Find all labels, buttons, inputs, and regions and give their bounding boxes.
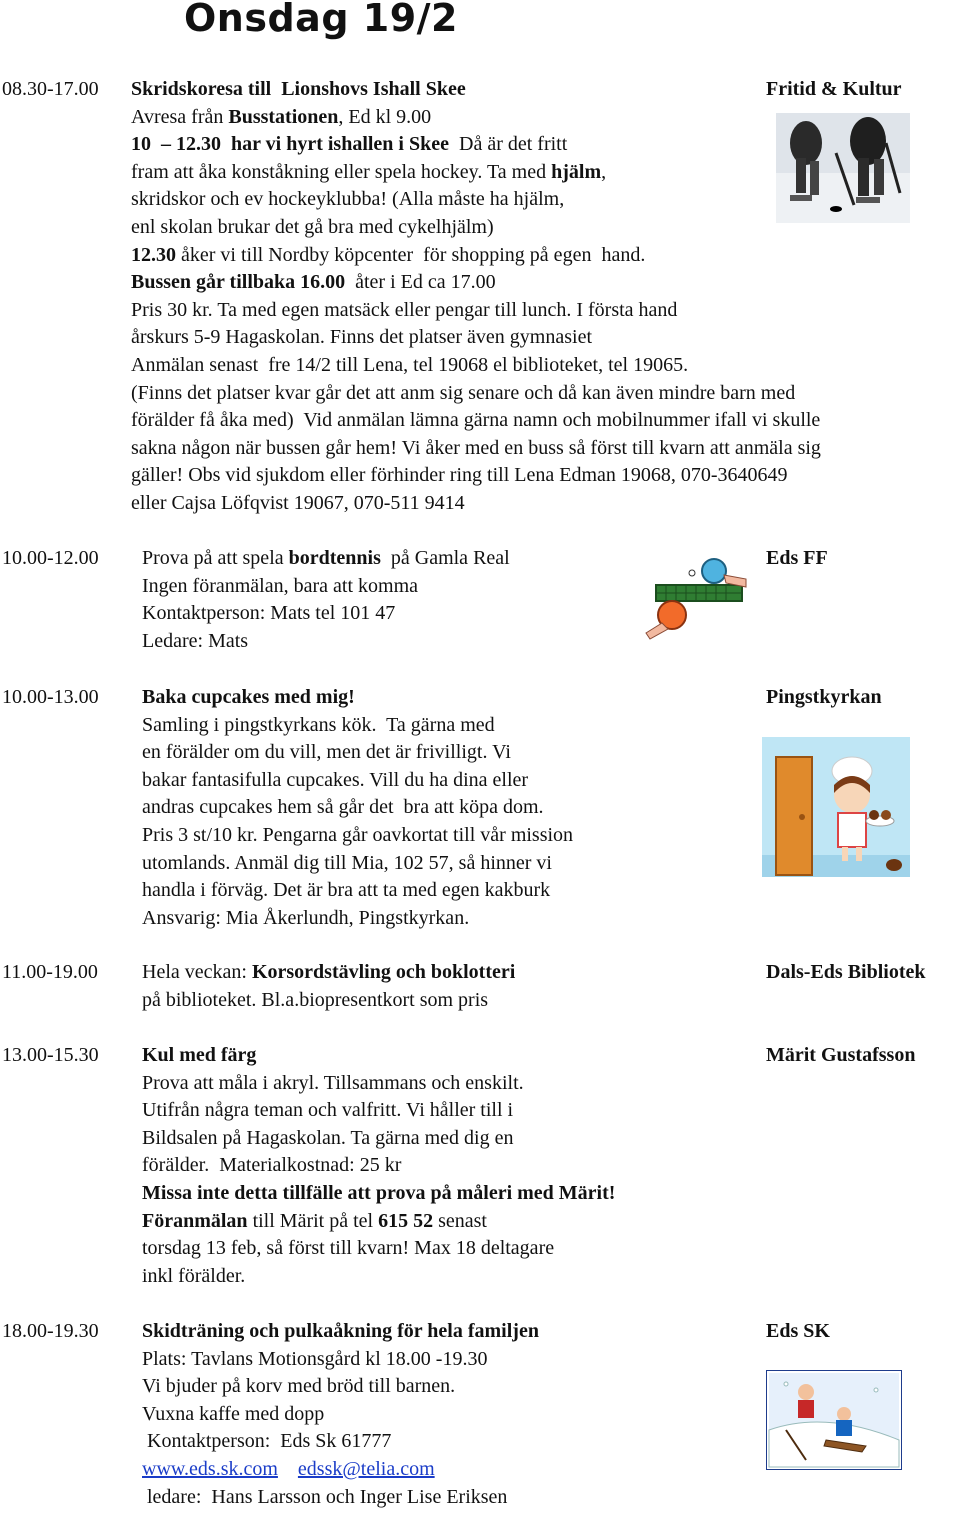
event-description (142, 959, 515, 1014)
event-organizer: Märit Gustafsson (766, 1044, 916, 1066)
text-run: (Finns det platser kvar går det att anm sig senare och då kan även mindre barn med (131, 381, 796, 404)
text-run: Bildsalen på Hagaskolan. Ta gärna med dig en (142, 1126, 514, 1149)
text-run (278, 1458, 298, 1480)
description-line (142, 1318, 539, 1346)
text-run: gäller! Obs vid sjukdom eller förhinder ring till Lena Edman 19068, 070-3640649 (131, 464, 788, 487)
description-line (131, 76, 821, 104)
description-line (142, 600, 510, 628)
description-line (142, 1180, 615, 1208)
text-run: Plats: Tavlans Motionsgård kl 18.00 -19.30 (142, 1347, 488, 1370)
text-run: handla i förväg. Det är bra att ta med egen kakburk (142, 879, 551, 902)
description-line (131, 297, 821, 325)
description-line (131, 104, 821, 132)
text-run: Prova på att spela (142, 547, 289, 569)
description-line (142, 1208, 615, 1236)
description-line (142, 987, 515, 1015)
text-run: Anmälan senast fre 14/2 till Lena, tel 19068 el biblioteket, tel 19065. (131, 353, 689, 376)
sledding-clipart (766, 1370, 902, 1470)
description-line (142, 1373, 539, 1401)
text-run: Bussen går tillbaka 16.00 (131, 271, 346, 294)
text-run: till Märit på tel (247, 1209, 379, 1232)
description-line (142, 959, 515, 987)
text-run: åter i Ed ca 17.00 (345, 271, 496, 294)
text-run: inkl förälder. (142, 1264, 246, 1287)
text-run: en förälder om du vill, men det är frivilligt. Vi (142, 741, 511, 764)
text-run: Vuxna kaffe med dopp (142, 1402, 325, 1425)
description-line (142, 1125, 615, 1153)
text-run: Skidträning och pulkaåkning för hela familjen (142, 1320, 539, 1342)
link[interactable]: www.eds.sk.com (142, 1457, 278, 1480)
text-run: Vi bjuder på korv med bröd till barnen. (142, 1375, 456, 1398)
text-run: Kontaktperson: Eds Sk 61777 (142, 1430, 392, 1453)
text-run: Skridskoresa till Lionshovs Ishall Skee (131, 78, 466, 100)
text-run: Prova att måla i akryl. Tillsammans och enskilt. (142, 1071, 524, 1094)
description-line (142, 1456, 539, 1484)
text-run: på biblioteket. Bl.a.biopresentkort som pris (142, 988, 489, 1011)
text-run: Pris 3 st/10 kr. Pengarna går oavkortat till vår mission (142, 823, 574, 846)
text-run: ledare: Hans Larsson och Inger Lise Eriksen (142, 1485, 508, 1508)
description-line (142, 739, 573, 767)
text-run: Föranmälan (142, 1209, 248, 1232)
text-run: eller Cajsa Löfqvist 19067, 070-511 9414 (131, 491, 465, 514)
text-run: skridskor och ev hockeyklubba! (Alla måste ha hjälm, (131, 188, 565, 211)
description-line (142, 545, 510, 573)
description-line (142, 822, 573, 850)
event-organizer: Eds FF (766, 547, 828, 569)
description-line (131, 380, 821, 408)
text-run: Ledare: Mats (142, 629, 249, 652)
text-run: andras cupcakes hem så går det bra att köpa dom. (142, 796, 544, 819)
description-line (142, 794, 573, 822)
event-time: 08.30-17.00 (2, 78, 99, 100)
description-line (131, 186, 821, 214)
description-line (131, 159, 821, 187)
text-run: Busstationen (228, 105, 339, 128)
text-run: årskurs 5-9 Hagaskolan. Finns det platser även gymnasiet (131, 326, 593, 349)
text-run: bordtennis (288, 547, 381, 569)
text-run: förälder få åka med) Vid anmälan lämna gärna namn och mobilnummer ifall vi skulle (131, 409, 821, 432)
text-run: Utifrån några teman och valfritt. Vi håller till i (142, 1099, 514, 1122)
event-organizer: Pingstkyrkan (766, 686, 882, 708)
description-line (142, 1428, 539, 1456)
text-run: torsdag 13 feb, så först till kvarn! Max 18 deltagare (142, 1237, 555, 1260)
description-line (142, 1042, 615, 1070)
description-line (142, 877, 573, 905)
event-description (131, 76, 821, 518)
event-description (142, 684, 573, 932)
event-description (142, 545, 510, 655)
text-run: Samling i pingstkyrkans kök. Ta gärna med (142, 713, 495, 736)
text-run: sakna någon när bussen går hem! Vi åker med en buss så först till kvarn att anmäla sig (131, 436, 821, 459)
description-line (142, 1263, 615, 1291)
event-organizer: Eds SK (766, 1320, 830, 1342)
text-run: förälder. Materialkostnad: 25 kr (142, 1154, 402, 1177)
description-line (142, 850, 573, 878)
description-line (131, 242, 821, 270)
description-line (142, 905, 573, 933)
description-line (142, 1346, 539, 1374)
text-run: Pris 30 kr. Ta med egen matsäck eller pengar till lunch. I första hand (131, 298, 678, 321)
event-organizer: Dals-Eds Bibliotek (766, 961, 926, 983)
text-run: 10 – 12.30 har vi hyrt ishallen i Skee (131, 133, 449, 156)
baker-girl-clipart (762, 737, 910, 877)
description-line (131, 352, 821, 380)
description-line (131, 490, 821, 518)
link[interactable]: edssk@telia.com (297, 1457, 435, 1480)
event-time: 13.00-15.30 (2, 1044, 99, 1066)
description-line (142, 712, 573, 740)
event-description (142, 1318, 539, 1511)
description-line (131, 462, 821, 490)
description-line (142, 1401, 539, 1429)
text-run: på Gamla Real (380, 547, 510, 569)
event-time: 11.00-19.00 (2, 961, 98, 983)
text-run: Ingen föranmälan, bara att komma (142, 574, 418, 597)
text-run: fram att åka konståkning eller spela hockey. Ta med (131, 160, 552, 183)
description-line (131, 214, 821, 242)
event-time: 18.00-19.30 (2, 1320, 99, 1342)
page-title: Onsdag 19/2 (184, 0, 458, 40)
description-line (142, 1152, 615, 1180)
text-run: Då är det fritt (449, 133, 568, 156)
text-run: utomlands. Anmäl dig till Mia, 102 57, så hinner vi (142, 851, 552, 874)
text-run: enl skolan brukar det gå bra med cykelhjälm) (131, 215, 494, 238)
description-line (142, 1097, 615, 1125)
text-run: , (601, 160, 607, 183)
description-line (142, 767, 573, 795)
text-run: Missa inte detta tillfälle att prova på måleri med Märit! (142, 1181, 616, 1204)
text-run: Kontaktperson: Mats tel 101 47 (142, 602, 396, 625)
description-line (142, 573, 510, 601)
text-run: Ansvarig: Mia Åkerlundh, Pingstkyrkan. (142, 906, 470, 929)
description-line (131, 435, 821, 463)
text-run: åker vi till Nordby köpcenter för shopping på egen hand. (176, 243, 646, 266)
text-run: bakar fantasifulla cupcakes. Vill du ha dina eller (142, 768, 529, 791)
table-tennis-clipart (642, 557, 750, 643)
description-line (131, 269, 821, 297)
event-description (142, 1042, 615, 1290)
text-run: Baka cupcakes med mig! (142, 686, 355, 708)
description-line (142, 684, 573, 712)
hockey-photo (776, 113, 910, 223)
text-run: Korsordstävling och boklotteri (251, 961, 516, 983)
text-run: 12.30 (131, 243, 176, 266)
description-line (142, 1235, 615, 1263)
description-line (142, 628, 510, 656)
description-line (131, 407, 821, 435)
event-time: 10.00-12.00 (2, 547, 99, 569)
description-line (131, 324, 821, 352)
text-run: senast (433, 1209, 487, 1232)
text-run: Avresa från (131, 105, 229, 128)
text-run: hjälm (551, 160, 602, 183)
event-time: 10.00-13.00 (2, 686, 99, 708)
description-line (142, 1070, 615, 1098)
description-line (142, 1484, 539, 1512)
text-run: 615 52 (378, 1209, 434, 1232)
event-organizer: Fritid & Kultur (766, 78, 902, 100)
text-run: Hela veckan: (142, 961, 252, 983)
text-run: , Ed kl 9.00 (338, 105, 432, 128)
text-run: Kul med färg (142, 1044, 257, 1066)
description-line (131, 131, 821, 159)
